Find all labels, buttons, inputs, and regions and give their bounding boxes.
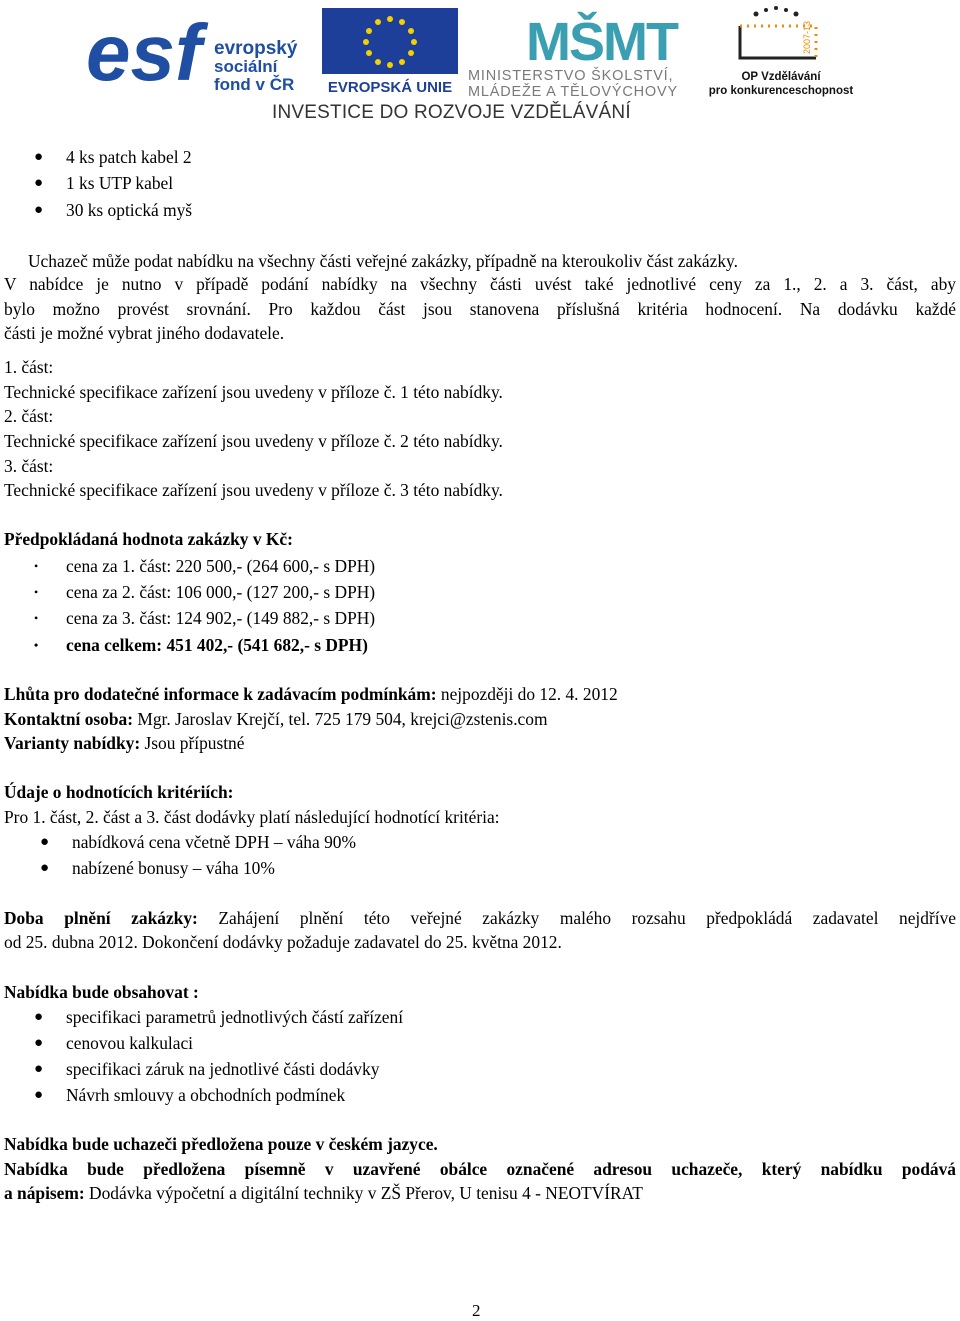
bullet-icon: ● — [34, 175, 44, 191]
list-item-text: 4 ks patch kabel 2 — [66, 147, 192, 167]
esf-logo — [84, 6, 316, 98]
bullet-icon: ● — [34, 1035, 44, 1051]
msmt-logo — [466, 4, 698, 100]
list-item — [34, 581, 376, 603]
closing-line-1: Nabídka bude uchazeči předložena pouze v českém jazyce. — [4, 1134, 438, 1154]
intro-line-3: bylo možno provést srovnání. Pro každou část jsou stanovena příslušná kritéria hodnocení. Na dodávku každé — [4, 299, 956, 319]
value-heading: Předpokládaná hodnota zakázky v Kč: — [4, 529, 293, 549]
variants-value: Jsou přípustné — [140, 733, 245, 753]
part-1-text: Technické specifikace zařízení jsou uvedeny v příloze č. 1 této nabídky. — [4, 382, 503, 402]
header-banner — [0, 0, 960, 130]
list-item — [34, 1058, 380, 1080]
investice-tagline: INVESTICE DO ROZVOJE VZDĚLÁVÁNÍ — [272, 102, 631, 123]
part-3-title: 3. část: — [4, 456, 54, 476]
esf-line-2: sociální — [214, 57, 278, 76]
price-part-3: cena za 3. část: 124 902,- (149 882,- s DPH) — [66, 608, 376, 628]
price-part-2: cena za 2. část: 106 000,- (127 200,- s DPH) — [66, 582, 376, 602]
bullet-icon: ● — [34, 1009, 44, 1025]
list-item-text: 1 ks UTP kabel — [66, 173, 174, 193]
criterion-2: nabízené bonusy – váha 10% — [72, 858, 275, 878]
closing-line-3 — [4, 1182, 643, 1204]
offer-item: Návrh smlouvy a obchodních podmínek — [66, 1085, 346, 1105]
list-item — [34, 172, 174, 194]
bullet-icon: ● — [40, 860, 50, 876]
esf-line-3: fond v ČR — [214, 75, 295, 94]
part-3-text: Technické specifikace zařízení jsou uvedeny v příloze č. 3 této nabídky. — [4, 480, 503, 500]
term-line-2: od 25. dubna 2012. Dokončení dodávky požaduje zadavatel do 25. května 2012. — [4, 932, 562, 952]
list-item — [34, 1032, 193, 1054]
offer-heading: Nabídka bude obsahovat : — [4, 982, 199, 1002]
op-emblem-dots-icon — [754, 6, 799, 17]
bullet-icon: • — [34, 611, 39, 625]
variants-label: Varianty nabídky: — [4, 733, 141, 753]
offer-item: specifikaci záruk na jednotlivé části dodávky — [66, 1059, 380, 1079]
list-item — [34, 1084, 346, 1106]
list-item — [34, 634, 368, 656]
closing-label: a nápisem: — [4, 1183, 85, 1203]
term-line-1 — [4, 907, 956, 929]
part-2-text: Technické specifikace zařízení jsou uvedeny v příloze č. 2 této nabídky. — [4, 431, 503, 451]
bullet-icon: ● — [34, 202, 44, 218]
op-years: 2007-13 — [802, 20, 812, 54]
bullet-icon: • — [34, 638, 39, 652]
criterion-1: nabídková cena včetně DPH – váha 90% — [72, 832, 356, 852]
list-item — [34, 607, 376, 629]
list-item — [34, 199, 193, 221]
list-item — [34, 146, 192, 168]
list-item-text: 30 ks optická myš — [66, 200, 193, 220]
deadline-label: Lhůta pro dodatečné informace k zadávacím podmínkám: — [4, 684, 437, 704]
criteria-intro: Pro 1. část, 2. část a 3. část dodávky platí následující hodnotící kritéria: — [4, 807, 500, 827]
eu-label: EVROPSKÁ UNIE — [327, 79, 453, 96]
msmt-line-2: MLÁDEŽE A TĚLOVÝCHOVY — [468, 84, 678, 100]
bullet-icon: ● — [34, 1061, 44, 1077]
criteria-heading: Údaje o hodnotících kritériích: — [4, 782, 234, 802]
deadline-value: nejpozději do 12. 4. 2012 — [436, 684, 618, 704]
intro-line-1: Uchazeč může podat nabídku na všechny části veřejné zakázky, případně na kteroukoliv část zakázky. — [28, 251, 738, 271]
offer-item: specifikaci parametrů jednotlivých částí zařízení — [66, 1007, 404, 1027]
variants-line — [4, 732, 244, 754]
eu-flag-logo — [320, 6, 460, 98]
bullet-icon: • — [34, 585, 39, 599]
price-total: cena celkem: 451 402,- (541 682,- s DPH) — [66, 635, 368, 655]
deadline-line — [4, 683, 618, 705]
intro-line-4: části je možné vybrat jiného dodavatele. — [4, 323, 285, 343]
term-label: Doba plnění zakázky: — [4, 908, 198, 928]
closing-line-2: Nabídka bude předložena písemně v uzavřené obálce označené adresou uchazeče, který nabídku podává — [4, 1159, 956, 1179]
price-part-1: cena za 1. část: 220 500,- (264 600,- s DPH) — [66, 556, 376, 576]
page-number: 2 — [472, 1301, 481, 1320]
op-line-1: OP Vzdělávání — [741, 71, 821, 83]
closing-value: Dodávka výpočetní a digitální techniky v ZŠ Přerov, U tenisu 4 - NEOTVÍRAT — [84, 1183, 643, 1203]
intro-line-2: V nabídce je nutno v případě podání nabídky na všechny části uvést také jednotlivé ceny za 1., 2. a 3. část, aby — [4, 274, 956, 294]
list-item — [40, 831, 356, 853]
part-1-title: 1. část: — [4, 357, 54, 377]
msmt-mark: MŠMT — [526, 12, 677, 72]
term-value: Zahájení plnění této veřejné zakázky malého rozsahu předpokládá zadavatel nejdříve — [197, 908, 956, 928]
list-item — [34, 555, 376, 577]
bullet-icon: ● — [34, 1087, 44, 1103]
esf-line-1: evropský — [214, 38, 298, 59]
offer-item: cenovou kalkulaci — [66, 1033, 193, 1053]
msmt-line-1: MINISTERSTVO ŠKOLSTVÍ, — [468, 68, 674, 84]
contact-value: Mgr. Jaroslav Krejčí, tel. 725 179 504, krejci@zstenis.com — [133, 709, 548, 729]
list-item — [34, 1006, 404, 1028]
contact-line — [4, 708, 547, 730]
bullet-icon: • — [34, 559, 39, 573]
esf-wordmark: esf — [86, 8, 202, 97]
part-2-title: 2. část: — [4, 406, 54, 426]
contact-label: Kontaktní osoba: — [4, 709, 134, 729]
bullet-icon: ● — [34, 149, 44, 165]
op-line-2: pro konkurenceschopnost — [708, 85, 854, 97]
bullet-icon: ● — [40, 834, 50, 850]
op-logo — [706, 4, 856, 100]
list-item — [40, 857, 275, 879]
